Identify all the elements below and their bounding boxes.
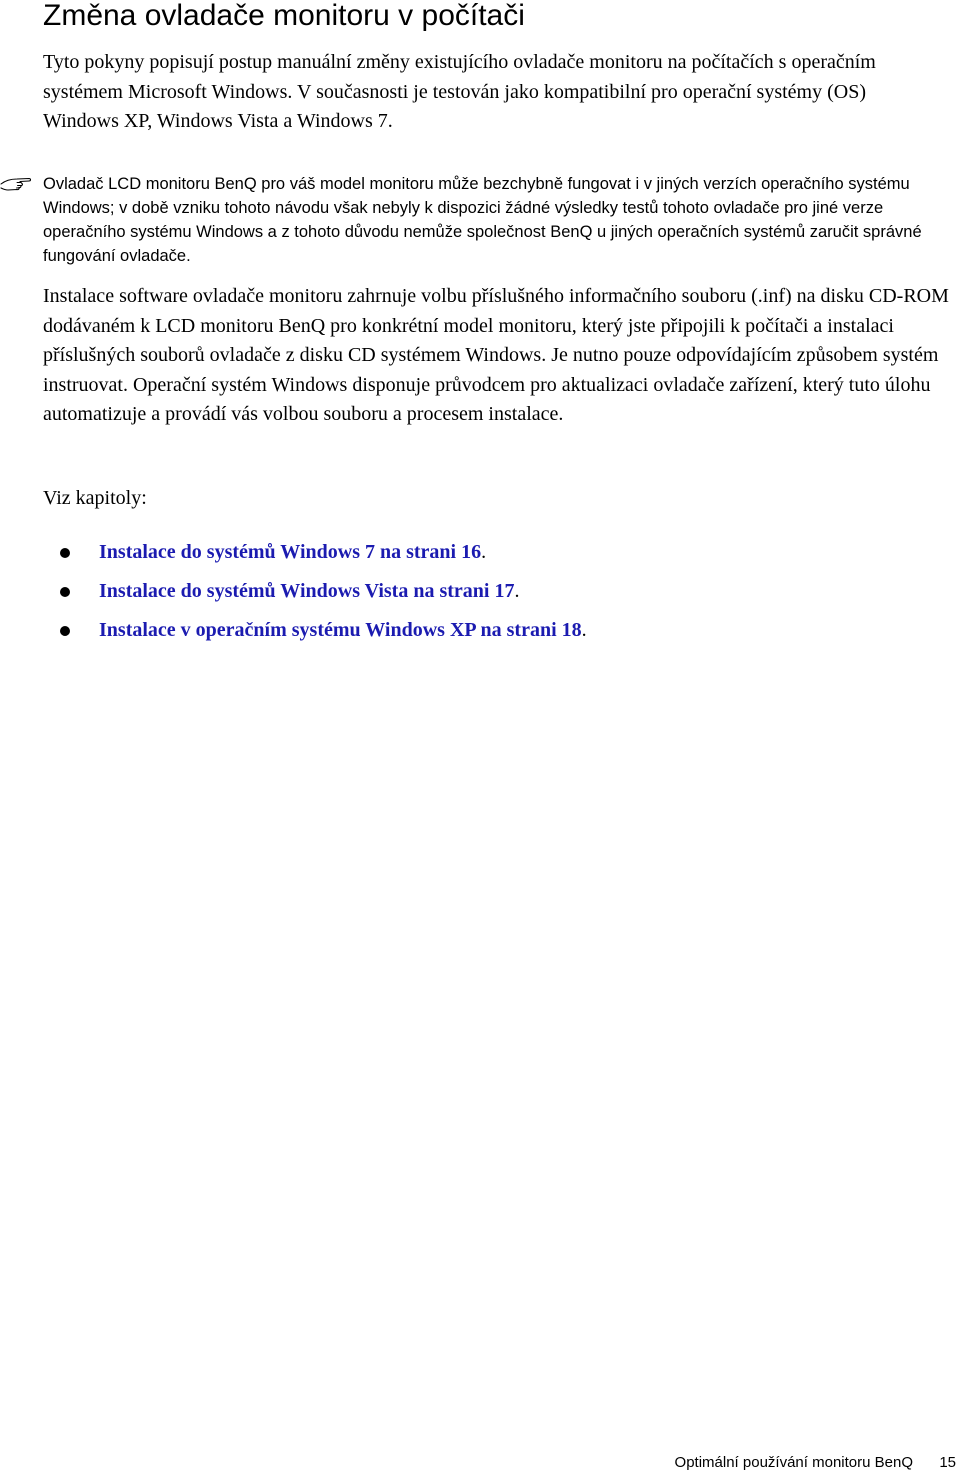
see-chapters-label: Viz kapitoly:	[43, 487, 147, 509]
page-footer	[675, 1454, 960, 1472]
link-windows-7[interactable]: Instalace do systémů Windows 7 na strani 16	[99, 541, 482, 563]
bullet-icon	[60, 626, 70, 636]
bullet-icon	[60, 587, 70, 597]
link-windows-vista[interactable]: Instalace do systémů Windows Vista na strani 17	[99, 580, 515, 602]
page-title: Změna ovladače monitoru v počítači	[43, 0, 525, 32]
link-suffix: .	[581, 619, 587, 641]
list-item	[0, 538, 587, 577]
page-number: 15	[939, 1454, 956, 1471]
link-suffix: .	[481, 541, 487, 563]
chapter-link-list	[0, 538, 587, 655]
list-item	[0, 616, 587, 655]
bullet-icon	[60, 548, 70, 558]
list-item	[0, 577, 587, 616]
pointing-hand-icon	[0, 172, 32, 192]
link-suffix: .	[514, 580, 520, 602]
footer-title: Optimální používání monitoru BenQ	[674, 1454, 913, 1471]
body-paragraph: Instalace software ovladače monitoru zahrnuje volbu příslušného informačního souboru (.inf) na disku CD-ROM dodávaném k LCD monitoru BenQ pro konkrétní model monitoru, který jste připojili k počítači a instalaci příslušných souborů ovladače z disku CD systémem Windows. Je nutno pouze odpovídajícím způsobem systém instruovat. Operační systém Windows disponuje průvodcem pro aktualizaci ovladače zařízení, který tuto úlohu automatizuje a provádí vás volbou souboru a procesem instalace.	[43, 285, 949, 425]
link-windows-xp[interactable]: Instalace v operačním systému Windows XP na strani 18	[99, 619, 582, 641]
intro-paragraph: Tyto pokyny popisují postup manuální změny existujícího ovladače monitoru na počítačích s operačním systémem Microsoft Windows. V současnosti je testován jako kompatibilní pro operační systémy (OS) Windows XP, Windows Vista a Windows 7.	[43, 51, 876, 132]
note-text: Ovladač LCD monitoru BenQ pro váš model monitoru může bezchybně fungovat i v jiných verzích operačního systému Windows; v době vzniku tohoto návodu však nebyly k dispozici žádné výsledky testů tohoto ovladače pro jiné verze operačního systému Windows a z tohoto důvodu nemůže společnost BenQ u jiných operačních systémů zaručit správné fungování ovladače.	[43, 175, 922, 265]
